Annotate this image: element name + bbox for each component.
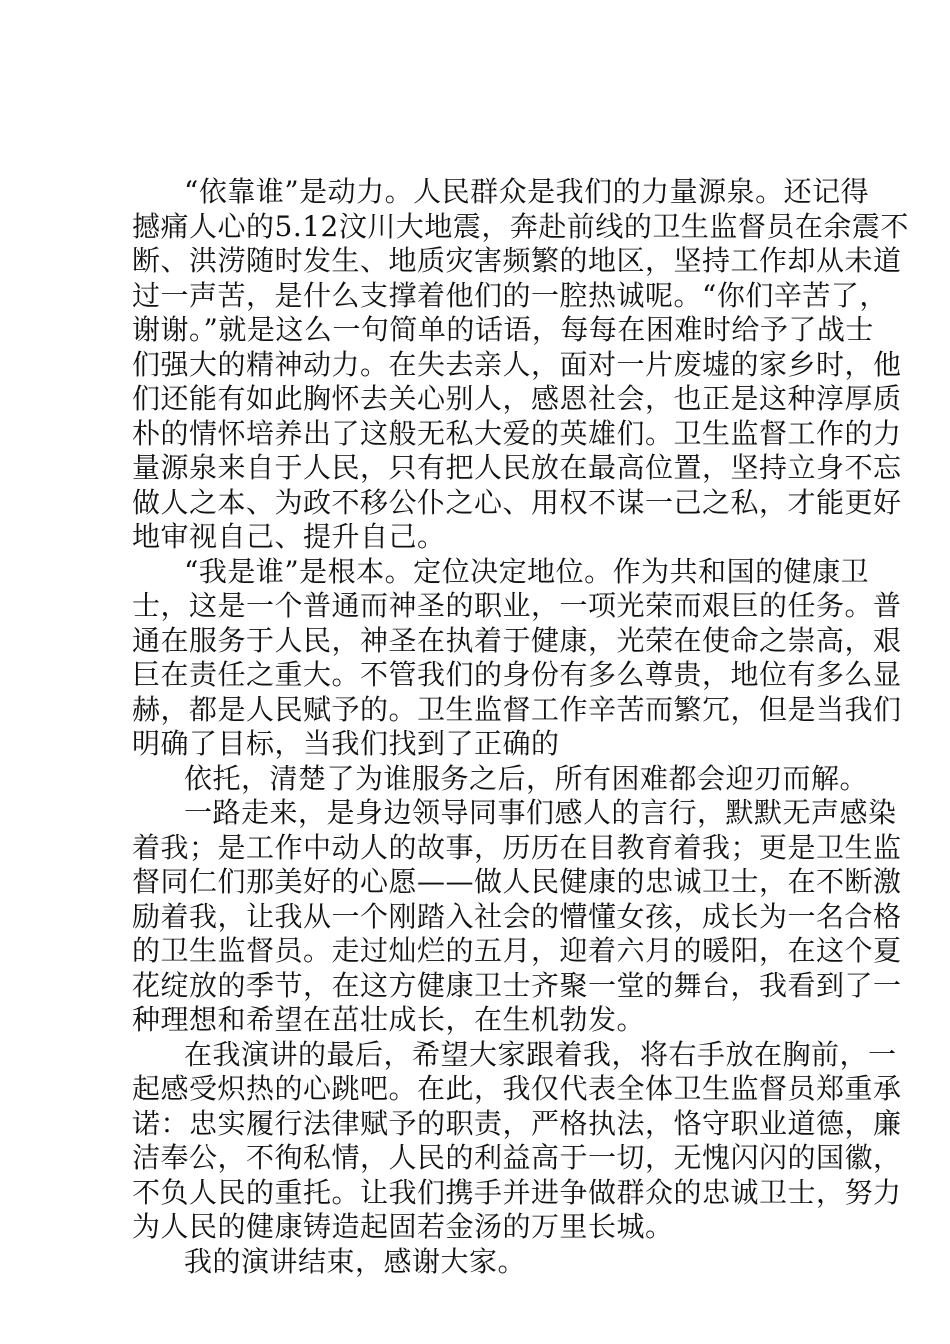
text-line: 们还能有如此胸怀去关心别人，感恩社会，也正是这种淳厚质 <box>132 382 902 415</box>
text-line: 督同仁们那美好的心愿——做人民健康的忠诚卫士，在不断激 <box>132 865 902 898</box>
text-line: 洁奉公，不徇私情，人民的利益高于一切，无愧闪闪的国徽， <box>132 1141 902 1174</box>
text-line: 花绽放的季节，在这方健康卫士齐聚一堂的舞台，我看到了一 <box>132 968 902 1002</box>
text-line: 的卫生监督员。走过灿烂的五月，迎着六月的暖阳，在这个夏 <box>132 934 902 967</box>
text-line: 种理想和希望在茁壮成长，在生机勃发。 <box>132 1003 646 1036</box>
text-line: 撼痛人心的5.12汶川大地震，奔赴前线的卫生监督员在余震不 <box>132 209 909 243</box>
text-line: 朴的情怀培养出了这般无私大爱的英雄们。卫生监督工作的力 <box>132 416 902 450</box>
text-line: 在我演讲的最后，希望大家跟着我，将右手放在胸前，一 <box>184 1037 897 1071</box>
text-line: 地审视自己、提升自己。 <box>132 520 446 553</box>
document-body <box>132 175 909 1279</box>
text-line: 我的演讲结束，感谢大家。 <box>184 1244 527 1278</box>
text-line: 们强大的精神动力。在失去亲人，面对一片废墟的家乡时，他 <box>132 347 902 381</box>
text-line: 着我；是工作中动人的故事，历历在目教育着我；更是卫生监 <box>132 830 902 864</box>
text-line: 做人之本、为政不移公仆之心、用权不谋一己之私，才能更好 <box>132 485 902 519</box>
text-line: 起感受炽热的心跳吧。在此，我仅代表全体卫生监督员郑重承 <box>132 1072 902 1105</box>
text-line: 过一声苦，是什么支撑着他们的一腔热诚呢。“你们辛苦了， <box>132 278 888 312</box>
text-line: 赫，都是人民赋予的。卫生监督工作辛苦而繁冗，但是当我们 <box>132 692 902 726</box>
text-line: 诺：忠实履行法律赋予的职责，严格执法，恪守职业道德，廉 <box>132 1106 902 1140</box>
text-line: 通在服务于人民，神圣在执着于健康，光荣在使命之崇高，艰 <box>132 623 902 657</box>
text-line: 为人民的健康铸造起固若金汤的万里长城。 <box>132 1210 674 1243</box>
text-line: 不负人民的重托。让我们携手并进争做群众的忠诚卫士，努力 <box>132 1175 902 1209</box>
text-line: 励着我，让我从一个刚踏入社会的懵懂女孩，成长为一名合格 <box>132 899 902 933</box>
text-line: 断、洪涝随时发生、地质灾害频繁的地区，坚持工作却从未道 <box>132 244 902 277</box>
text-line: 量源泉来自于人民，只有把人民放在最高位置，坚持立身不忘 <box>132 451 902 484</box>
text-line: 士，这是一个普通而神圣的职业，一项光荣而艰巨的任务。普 <box>132 589 902 622</box>
text-line: “我是谁”是根本。定位决定地位。作为共和国的健康卫 <box>184 554 870 588</box>
text-line: 依托，清楚了为谁服务之后，所有困难都会迎刃而解。 <box>184 761 869 795</box>
text-line: “依靠谁”是动力。人民群众是我们的力量源泉。还记得 <box>184 175 870 208</box>
text-line: 谢谢。”就是这么一句简单的话语，每每在困难时给予了战士 <box>132 313 874 346</box>
text-line: 明确了目标，当我们找到了正确的 <box>132 727 560 760</box>
text-line: 一路走来，是身边领导同事们感人的言行，默默无声感染 <box>184 796 897 829</box>
text-line: 巨在责任之重大。不管我们的身份有多么尊贵，地位有多么显 <box>132 658 902 691</box>
